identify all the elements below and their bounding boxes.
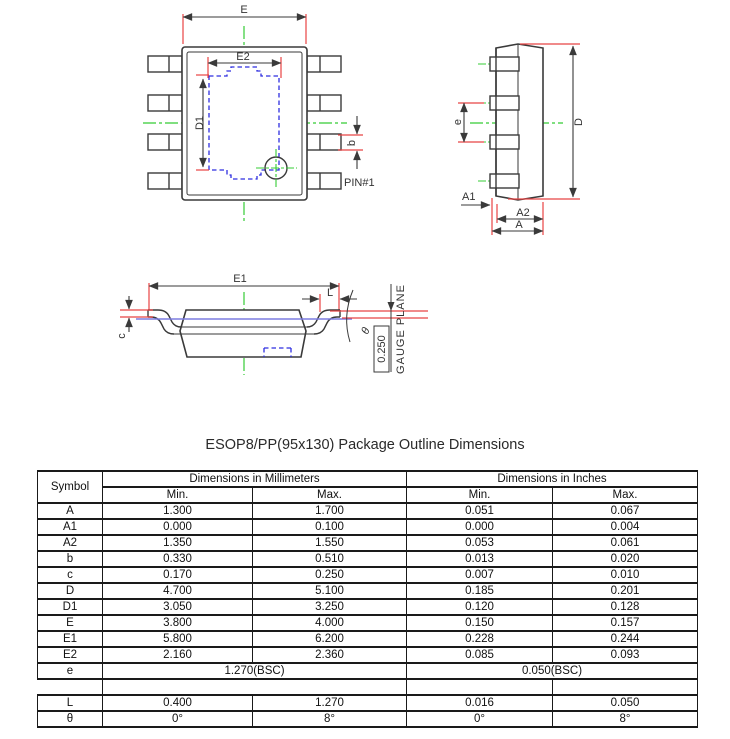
table-cell: 5.100	[253, 583, 407, 599]
table-cell: 0.013	[407, 551, 553, 567]
column-header-mm-min: Min.	[103, 487, 253, 503]
table-cell: 0.120	[407, 599, 553, 615]
table-row	[38, 567, 698, 583]
gauge-plane-label: GAUGE PLANE	[395, 284, 407, 374]
table-row	[38, 663, 698, 679]
front-view	[116, 273, 428, 375]
table-row	[38, 535, 698, 551]
table-cell: θ	[38, 711, 103, 727]
dim-label-A: A	[515, 219, 523, 231]
theta-angle-arc	[347, 290, 353, 342]
table-cell: 1.270	[253, 695, 407, 711]
table-cell: A2	[38, 535, 103, 551]
table-cell: 4.700	[103, 583, 253, 599]
table-cell: 0.050	[553, 695, 698, 711]
table-cell: E	[38, 615, 103, 631]
top-view	[143, 4, 375, 223]
table-cell: A1	[38, 519, 103, 535]
table-cell: 0°	[103, 711, 253, 727]
gauge-arrowhead	[388, 302, 395, 311]
table-cell: 1.300	[103, 503, 253, 519]
pin1-label: PIN#1	[344, 177, 375, 189]
table-cell: 3.050	[103, 599, 253, 615]
table-cell: 0.010	[553, 567, 698, 583]
table-cell: 0.016	[407, 695, 553, 711]
table-cell: 0.330	[103, 551, 253, 567]
table-cell: c	[38, 567, 103, 583]
table-cell: E2	[38, 647, 103, 663]
table-cell: 0.244	[553, 631, 698, 647]
dimensions-table	[37, 470, 698, 728]
dim-label-A1: A1	[462, 191, 476, 203]
table-cell: 0.100	[253, 519, 407, 535]
table-row	[38, 583, 698, 599]
table-cell: 0.020	[553, 551, 698, 567]
table-cell: 0.093	[553, 647, 698, 663]
table-cell	[38, 679, 103, 695]
table-cell: E1	[38, 631, 103, 647]
table-row	[38, 679, 698, 695]
dim-label-A2: A2	[516, 207, 530, 219]
table-row	[38, 519, 698, 535]
table-cell: 0.050(BSC)	[407, 663, 698, 679]
table-cell	[103, 679, 407, 695]
table-cell: e	[38, 663, 103, 679]
table-cell: 3.800	[103, 615, 253, 631]
table-cell: 8°	[253, 711, 407, 727]
lead-right	[307, 310, 340, 334]
table-cell: D1	[38, 599, 103, 615]
gauge-offset-label: 0.250	[376, 335, 388, 363]
table-cell: 0.053	[407, 535, 553, 551]
dim-label-E: E	[240, 4, 248, 16]
dim-label-theta: θ	[359, 325, 373, 337]
table-cell: L	[38, 695, 103, 711]
table-cell: 0.400	[103, 695, 253, 711]
page-title: ESOP8/PP(95x130) Package Outline Dimensions	[205, 437, 525, 453]
table-row	[38, 631, 698, 647]
table-cell: 0.061	[553, 535, 698, 551]
table-cell: 0.000	[407, 519, 553, 535]
table-row	[38, 551, 698, 567]
side-view	[452, 44, 585, 235]
table-cell: 8°	[553, 711, 698, 727]
dim-label-D1: D1	[194, 115, 206, 131]
dim-label-E2: E2	[236, 51, 250, 63]
table-cell: 2.360	[253, 647, 407, 663]
table-cell: A	[38, 503, 103, 519]
table-cell: 4.000	[253, 615, 407, 631]
dim-label-b: b	[346, 139, 358, 147]
dim-label-c: c	[116, 333, 128, 339]
table-row	[38, 647, 698, 663]
table-cell: 2.160	[103, 647, 253, 663]
table-cell: 0.085	[407, 647, 553, 663]
table-cell: 0.004	[553, 519, 698, 535]
table-row	[38, 503, 698, 519]
dim-label-E1: E1	[233, 273, 247, 285]
column-header-in-min: Min.	[407, 487, 553, 503]
column-header-symbol: Symbol	[38, 471, 103, 503]
table-cell: 0.067	[553, 503, 698, 519]
table-cell: b	[38, 551, 103, 567]
table-cell: D	[38, 583, 103, 599]
table-cell: 0.157	[553, 615, 698, 631]
table-row	[38, 711, 698, 727]
table-cell: 0.228	[407, 631, 553, 647]
column-header-mm-max: Max.	[253, 487, 407, 503]
dim-label-L: L	[326, 287, 334, 299]
table-cell: 0.170	[103, 567, 253, 583]
table-cell: 0.150	[407, 615, 553, 631]
table-row	[38, 695, 698, 711]
table-cell: 0.250	[253, 567, 407, 583]
table-cell: 0°	[407, 711, 553, 727]
dim-label-D: D	[573, 118, 585, 126]
table-cell: 1.270(BSC)	[103, 663, 407, 679]
table-cell: 1.550	[253, 535, 407, 551]
table-cell: 3.250	[253, 599, 407, 615]
table-cell: 0.128	[553, 599, 698, 615]
table-cell: 0.510	[253, 551, 407, 567]
table-cell: 1.700	[253, 503, 407, 519]
dim-label-e: e	[452, 118, 464, 126]
table-cell: 0.185	[407, 583, 553, 599]
table-row	[38, 615, 698, 631]
lead-left	[148, 310, 181, 334]
table-cell: 0.201	[553, 583, 698, 599]
table-cell: 0.051	[407, 503, 553, 519]
table-cell	[553, 679, 698, 695]
column-header-mm: Dimensions in Millimeters	[103, 471, 407, 487]
column-header-in-max: Max.	[553, 487, 698, 503]
table-cell: 5.800	[103, 631, 253, 647]
table-cell: 6.200	[253, 631, 407, 647]
table-cell: 0.000	[103, 519, 253, 535]
column-header-inch: Dimensions in Inches	[407, 471, 698, 487]
table-row	[38, 599, 698, 615]
table-cell: 0.007	[407, 567, 553, 583]
table-cell: 1.350	[103, 535, 253, 551]
table-cell	[407, 679, 553, 695]
